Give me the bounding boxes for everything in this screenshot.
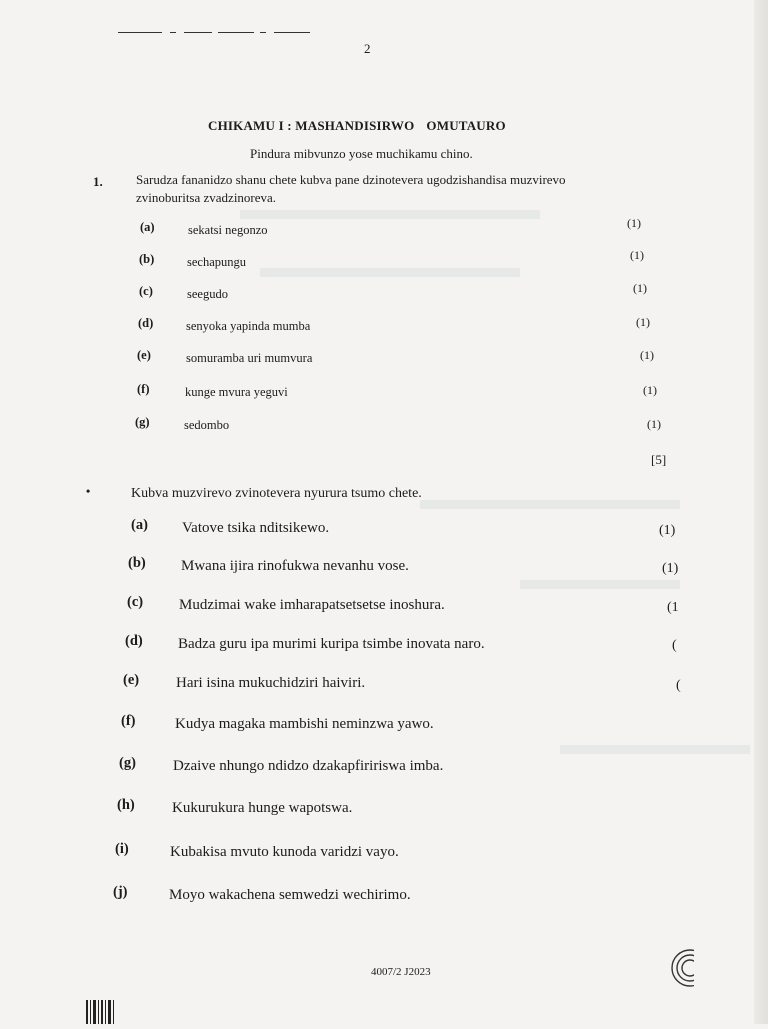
q2-item-text: Dzaive nhungo ndidzo dzakapfiririswa imba.	[173, 758, 444, 774]
q2-item-mark: (1)	[659, 523, 676, 538]
q2-item-text: Hari isina mukuchidziri haiviri.	[176, 675, 366, 691]
q2-item-label: (j)	[113, 884, 128, 900]
question-1-line2: zvinoburitsa zvadzinoreva.	[136, 190, 277, 205]
q2-item-text: Mudzimai wake imharapatsetsetse inoshura.	[179, 597, 445, 613]
q1-item-text: sedombo	[184, 418, 230, 432]
q2-item-label: (f)	[121, 713, 136, 729]
q2-item-label: (i)	[115, 841, 129, 857]
q1-item-text: seegudo	[187, 287, 228, 301]
paper-code: 4007/2 J2023	[371, 966, 431, 978]
q1-item-mark: (1)	[633, 281, 647, 295]
q1-item-label: (d)	[138, 316, 154, 330]
bleed-through	[520, 580, 680, 589]
q2-item-label: (e)	[123, 672, 140, 688]
header-rule	[118, 30, 310, 36]
q2-item-label: (h)	[117, 797, 135, 813]
q2-item-label: (d)	[125, 633, 143, 649]
q2-item-text: Moyo wakachena semwedzi wechirimo.	[169, 887, 411, 903]
q1-item-label: (g)	[135, 415, 150, 429]
q2-item-label: (a)	[131, 517, 148, 533]
q1-item-mark: (1)	[627, 216, 641, 230]
section-title	[208, 118, 506, 134]
barcode-icon	[86, 1000, 116, 1024]
q1-item-text: sechapungu	[187, 255, 247, 269]
bleed-through	[240, 210, 540, 219]
q2-item-mark: (	[672, 638, 677, 653]
section-title-part1: CHIKAMU I : MASHANDISIRWO	[208, 118, 415, 133]
q2-item-mark: (	[676, 678, 681, 693]
q1-item-mark: (1)	[647, 417, 661, 431]
q2-item-text: Kudya magaka mambishi neminzwa yawo.	[175, 716, 434, 732]
section-title-part2: OMUTAURO	[426, 118, 506, 133]
page-number: 2	[364, 41, 371, 56]
q1-item-label: (f)	[137, 382, 150, 396]
q2-item-label: (g)	[119, 755, 136, 771]
q2-item-label: (c)	[127, 594, 144, 610]
q1-item-mark: (1)	[640, 348, 654, 362]
question-1-line1: Sarudza fananidzo shanu chete kubva pane dzinotevera ugodzishandisa muzvirevo	[136, 172, 566, 187]
question-1-text	[136, 171, 676, 207]
page-edge-shadow	[754, 0, 768, 1024]
q2-item-label: (b)	[128, 555, 146, 571]
section-instruction: Pindura mibvunzo yose muchikamu chino.	[250, 146, 473, 161]
question-2-number: •	[86, 484, 91, 498]
q2-item-mark: (1)	[662, 561, 679, 576]
q2-item-text: Badza guru ipa murimi kuripa tsimbe inovata naro.	[178, 636, 485, 652]
question-1-total: [5]	[651, 452, 667, 467]
q2-item-text: Kubakisa mvuto kunoda varidzi vayo.	[170, 844, 399, 860]
q1-item-label: (b)	[139, 252, 155, 266]
q2-item-text: Mwana ijira rinofukwa nevanhu vose.	[181, 558, 409, 574]
q1-item-mark: (1)	[643, 383, 657, 397]
bleed-through	[560, 745, 750, 754]
q1-item-text: somuramba uri mumvura	[186, 351, 313, 365]
bleed-through	[420, 500, 680, 509]
q2-item-text: Kukurukura hunge wapotswa.	[172, 800, 353, 816]
q1-item-label: (c)	[139, 284, 153, 298]
question-2-instruction: Kubva muzvirevo zvinotevera nyurura tsumo chete.	[131, 486, 422, 501]
bleed-through	[260, 268, 520, 277]
exam-council-logo-icon	[660, 948, 694, 988]
q2-item-mark: (1	[667, 600, 679, 615]
q1-item-label: (e)	[137, 348, 151, 362]
q1-item-label: (a)	[140, 220, 155, 234]
q1-item-mark: (1)	[630, 248, 644, 262]
q1-item-text: sekatsi negonzo	[188, 223, 268, 237]
q1-item-text: kunge mvura yeguvi	[185, 385, 288, 399]
q2-item-text: Vatove tsika nditsikewo.	[182, 520, 330, 536]
q1-item-text: senyoka yapinda mumba	[186, 319, 311, 333]
q1-item-mark: (1)	[636, 315, 650, 329]
question-1-number: 1.	[93, 174, 103, 189]
